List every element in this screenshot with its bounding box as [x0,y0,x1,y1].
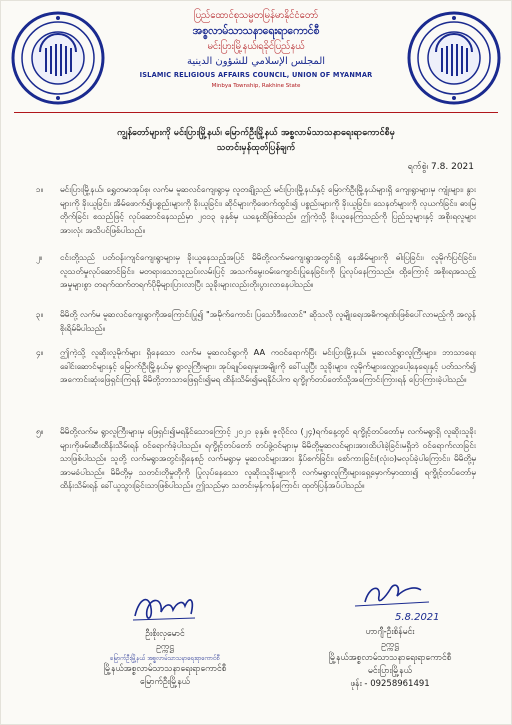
signatory-role: ဥက္ကဋ္ဌ [381,640,399,650]
paragraph-5 [36,425,476,493]
title-line-1: ကျွန်တော်များကို မင်းပြားမြို့နယ်၊ မြောက်ဦးမြို့နယ် အစ္စလာမ်သာသနာရေးရာကောင်စီမှ [117,128,395,138]
signatory-township: မင်းပြားမြို့နယ် [368,666,412,676]
council-seal-right-icon [406,10,502,106]
letterhead-council: အစ္စလာမ်သာသနာရေးရာကောင်စီ [192,25,320,37]
signatory-org: မြို့နယ်အစ္စလာမ်သာသနာရေးရာကောင်စီ [103,664,227,674]
signature-block-right [290,578,490,691]
letterhead-township: မင်းပြားမြို့နယ်၊ရခိုင်ပြည်နယ် [207,41,305,52]
letterhead-arabic: المجلس الإسلامي للشؤون الدينية [186,56,326,67]
signatory-phone: ဖုန်း - 09258961491 [350,679,430,689]
title-line-2: သတင်းမှန်ထုတ်ပြန်ချက် [216,143,296,153]
letterhead-english: ISLAMIC RELIGIOUS AFFAIRS COUNCIL, UNION OF MYANMAR [139,71,373,79]
paragraph-2 [36,251,476,292]
paragraph-3 [36,308,476,335]
paragraph-text: မိမိတို့ လက်မ မူဆလင်ကျေးရွာကိုအကြောင်းပြု၍ "အမိုက်ကောင်း ပြသော်ဒီးလောင်" ဆိုသလို လူမျိုးရေးအဓိကရုဏ်းဖြစ်ပေါ်လာမည့်ကို အလွန်စိုးရိမ်မိပါသည်။ [60,309,476,333]
signatory-org: မြို့နယ်အစ္စလာမ်သာသနာရေးရာကောင်စီ [328,653,452,663]
handwritten-signature-left [125,588,205,626]
statement-title [30,126,482,156]
signature-date-scrawl: 5.8.2021 [395,612,440,623]
council-seal-left-icon [10,10,106,106]
paragraph-text: မင်းပြားမြို့နယ်၊ ရွှေတမာအုပ်စု၊ လက်မ မူဆလင်ကျေးရွာမှ လူတချို့သည် မင်းပြားမြို့နယ်နှင့် မြောက်ဦးမြို့နယ်များရှိ ကျေးရွာများမှ ကျုံးများ၊ နွားများကို ခိုးယူခြင်း၊ အိမ်ဖောက်၍ပစ္စည်းများကို ခိုးယူခြင်း၊ ဆိုင်များကိုဖောက်ထွင်း၍ ပစ္စည်းများကို ခိုးယူခြင်း၊ သေနတ်များကို လုယက်ခြင်း၊ ဓားမြတိုက်ခြင်း စသည်ဖြင့် လုပ်ဆောင်နေသည်မှာ ၂၀၁၃ ခုနှစ်မှ ယနေ့ထိဖြစ်သည်။ ဤကဲ့သို့ ခိုးယူနေကြသည်ကို ပြည်သူများနှင့် အစိုးရလူများအားလုံး အသိပင်ဖြစ်ပါသည်။ [60,184,476,235]
signature-block-left [70,588,260,689]
paragraph-text: မိမိတို့လက်မ ရွာလူကြီးများမှ ဖြေရှင်း၍မရနိုင်သောကြောင့် ၂၀၂၁ ခုနှစ်၊ ဇူလိုင်လ (၂၄)ရက်နေ့တွင် ရက္ခိုင့်တပ်တော်မှ လက်မရွာရှိ လူဆိုးသူခိုးများကိုဖမ်းဆီးထိန်းသိမ်းရန် ဝင်ရောက်ခဲ့ပါသည်။ ရက္ခိုင့်တပ်တော် တပ်ဖွဲ့ဝင်များမှ မိမိတို့မူဆလင်များအားထိပါးခဲ့ခြင်းမရှိဘဲ ဝင်ရောက်လာခြင်းသာဖြစ်ပါသည်။ သူတို့ လက်မရွာအတွင်းရှိနေစဉ် လက်မရွာမှ မူဆလင်များအား နှိပ်စက်ခြင်း၊ စော်ကားခြင်း(လုံးဝ)မလုပ်ခဲ့ပါကြောင်း၊ မိမိတို့မှ အာမခံပါသည်။ မိမိတို့မှ သတင်းတိုမှုတိုကို ပြုလုပ်နေသော လူဆိုးသူခိုးများကို လက်မရွာလူကြီးများရှေ့မှောက်မှာထား၍ ရက္ခိုင့်တပ်တော်မှ ထိန်းသိမ်းရန် ခေါ်ယူသွားခြင်းသာဖြစ်ပါသည်။ ဤသည်မှာ သတင်းမှန်ကန်ကြောင်း ထုတ်ပြန်အပ်ပါသည်။ [60,426,476,491]
paragraph-number: ၄။ [36,347,44,357]
paragraph-text: ငင်းတို့သည် ပတ်ဝန်းကျင်ကျေးရွာများမှ ခိုးယူနေသည့်အပြင် မိမိတို့လက်မကျေးရွာအတွင်းရှိ နေအိမ်များကို ဓါးပြခြင်း၊ လူမိုက်ပြင်ခြင်း၊ လူသတ်မှုလုပ်ဆောင်ခြင်း၊ မတရားသောသူညပ်းလမ်းပြင့် အသက်မွေးဝမ်းကျောင်းပြုနေခြင်းကို ပြုလုပ်နေကြသည်။ ထို့ကြောင့် အစိုးရအသည့်အမှုများစွာ တရက်ထက်တရက်ပိုမိုများပြားလာပြီး သူခိုးများလည်းတိုးပွားလာနေပါသည်။ [60,252,476,290]
handwritten-signature-right [335,578,445,624]
signatory-township: မြောက်ဦးမြို့နယ် [140,677,190,687]
paragraph-text: ဤကဲ့သို့ လူဆိုးလူမိုက်များ ရှိနေသော လက်မ မူဆလင်ရွာကို AA ကဝင်ရောက်ပြီး မင်းပြားမြို့နယ်၊ မူဆလင်ရွာလူကြီးများ၊ ဘာသာရေးခေါင်းဆောင်များနှင့် မြောက်ဦးမြို့နယ်မှ ရွာလူကြီးများ၊ အုပ်ချုပ်ရေးမှုးအမျိုးကို ခေါ်ယူပြီး သူခိုးများ၊ လူမိုက်များလျှော့ပေါ့နေရေးနှင့် ပတ်သက်၍ အကောင်းဆုံးဖြေရှင်းကြရန် မိမိတို့ဘာသာဖြေရှင်း၍မရ ထိန်းသိမ်း၍မရနိုင်ပါက ရက္ခိုက်တပ်တော်သို့အကြောင်းကြားရန် ပြောကြားခဲ့ပါသည်။ [60,347,476,385]
signature-stamp: မြောက်ဦးမြို့နယ် အစ္စလာမ်သာသနာရေးရာကောင်စီ [110,655,220,662]
letterhead-country: ပြည်ထောင်စုသမ္မတမြန်မာနိုင်ငံတော် [194,10,318,21]
paragraph-number: ၂။ [36,252,43,262]
document-date: ရက်စွဲ၊ 7.8. 2021 [407,162,474,172]
paragraph-number: ၅။ [36,426,44,436]
paragraph-1 [36,183,476,237]
paragraph-4 [36,346,476,387]
signatory-name: ဦးစိုးလှမောင် [145,629,185,639]
letterhead [110,8,402,91]
letterhead-location: Minbya Township, Rakhine State [211,83,301,89]
header-divider [14,112,498,113]
paragraph-number: ၃။ [36,309,44,319]
paragraph-number: ၁။ [36,184,44,194]
signatory-name: ဟာဂျီ-ဦးစိန်မင်း [365,627,415,637]
signatory-role: ဥက္ကဋ္ဌ [156,642,174,652]
